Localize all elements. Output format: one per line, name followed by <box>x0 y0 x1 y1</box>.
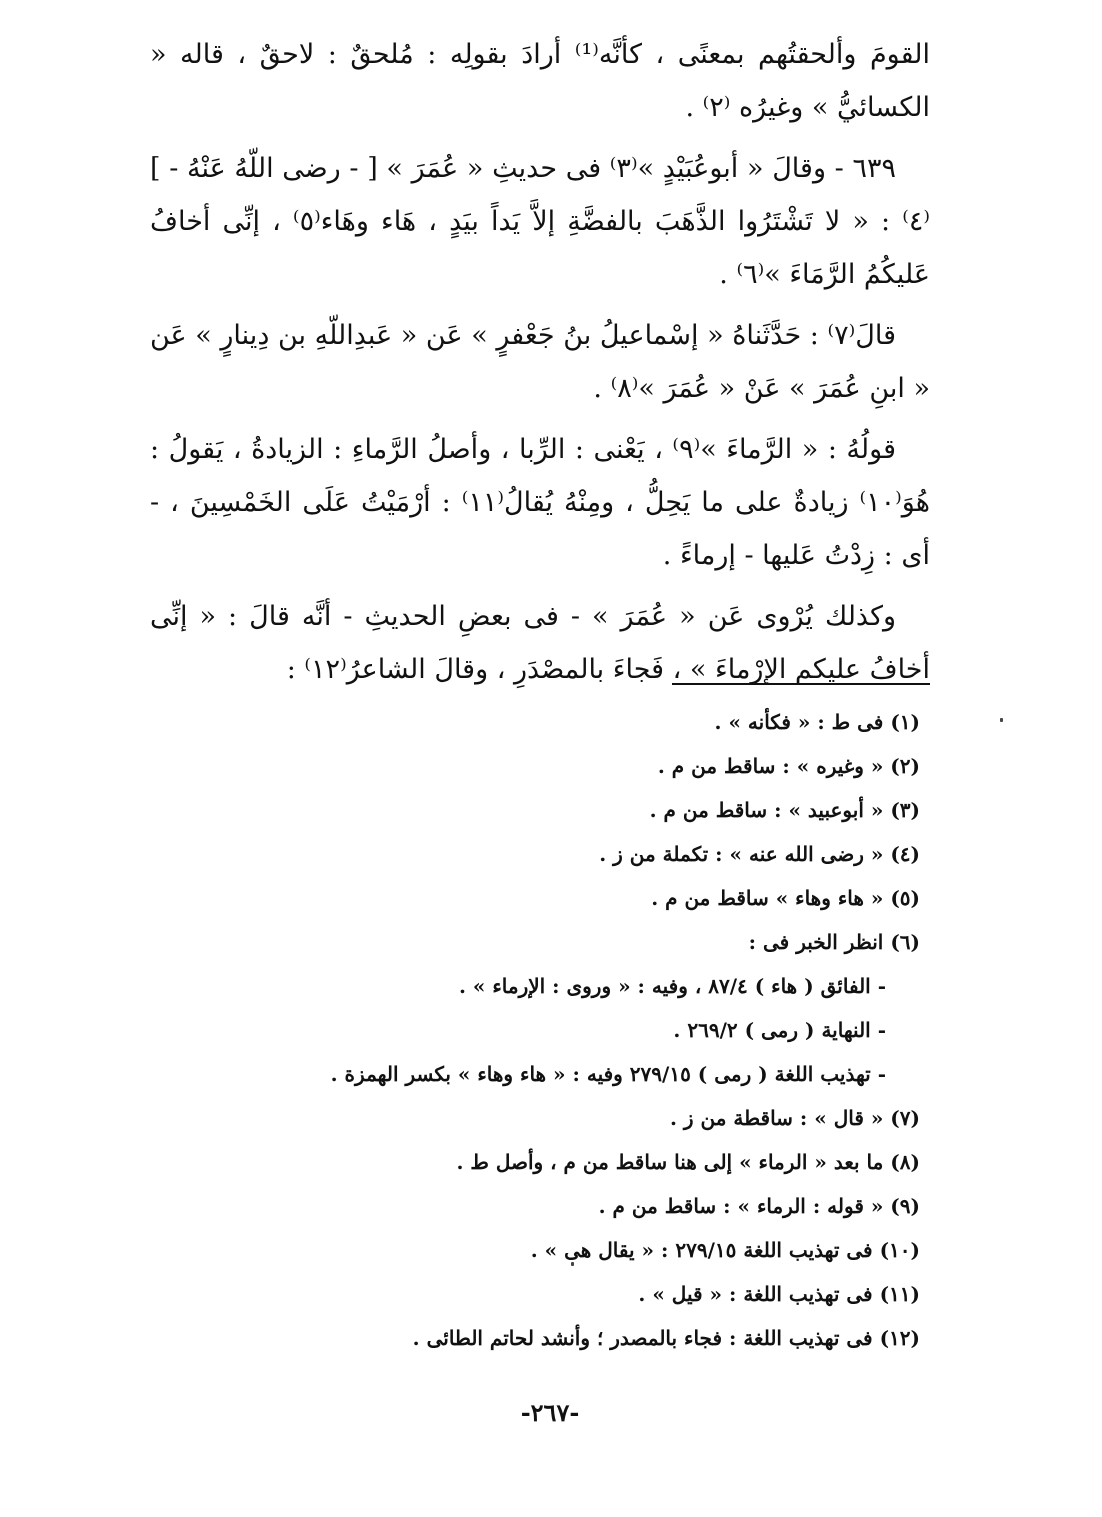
footnote: (٦) انظر الخبر فى : <box>748 930 920 954</box>
footnote: (٤) « رضى الله عنه » : تكملة من ز . <box>599 842 920 866</box>
footnotes <box>150 700 920 1360</box>
footnote: (٨) ما بعد « الرماء » إلى هنا ساقط من م ، وأصل ط . <box>456 1150 920 1174</box>
paragraph: ٦٣٩ - وقالَ « أبوعُبَيْدٍ »⁽٣⁾ فى حديثِ « عُمَرَ » [ - رضى اللّهُ عَنْهُ - ]⁽٤⁾ : « لا تَشْتَرُوا الذَّهَبَ بالفضَّةِ إلاَّ يَداً بيَدٍ ، هَاء وهَاء⁽٥⁾ ، إنِّى أخافُ عَليكُمُ الرَّمَاءَ »⁽٦⁾ . <box>150 153 930 290</box>
footnote: (٣) « أبوعبيد » : ساقط من م . <box>649 798 920 822</box>
main-text <box>150 28 930 704</box>
footnote: (١١) فى تهذيب اللغة : « قيل » . <box>638 1282 920 1306</box>
scan-speck <box>571 1262 574 1266</box>
footnote: (٥) « هاء وهاء » ساقط من م . <box>651 886 920 910</box>
footnote: (١٠) فى تهذيب اللغة ٢٧٩/١٥ : « يقال هى » . <box>530 1238 920 1262</box>
page-number: -٢٦٧- <box>520 1398 580 1427</box>
footnote-divider <box>672 683 930 685</box>
footnote-subitem: - النهاية ( رمى ) ٢٦٩/٢ . <box>673 1018 886 1042</box>
paragraph: قولُهُ : « الرَّماءَ »⁽٩⁾ ، يَعْنى : الرِّبا ، وأصلُ الرَّماءِ : الزيادةُ ، يَقولُ : هُوَ⁽١٠⁾ زيادةٌ على ما يَحِلُّ ، ومِنْهُ يُقالُ⁽١١⁾ : أرْمَيْتُ عَلَى الخَمْسِينَ ، - أى : زِدْتُ عَليها - إرماءً . <box>150 434 930 571</box>
footnote: (٩) « قوله : الرماء » : ساقط من م . <box>598 1194 920 1218</box>
footnote-subitem: - تهذيب اللغة ( رمى ) ٢٧٩/١٥ وفيه : « هاء وهاء » بكسر الهمزة . <box>330 1062 886 1086</box>
footnote: (٧) « قال » : ساقطة من ز . <box>669 1106 920 1130</box>
paragraph: القومَ وألحقتُهم بمعنًى ، كأنَّه⁽¹⁾ أرادَ بقولِه : مُلحقٌ : لاحقٌ ، قاله « الكسائيُّ » وغيرُه ⁽٢⁾ . <box>150 39 930 123</box>
footnote: (٢) « وغيره » : ساقط من م . <box>657 754 920 778</box>
footnote: (١) فى ط : « فكأنه » . <box>714 710 920 734</box>
footnote: (١٢) فى تهذيب اللغة : فجاء بالمصدر ؛ وأنشد لحاتم الطائى . <box>412 1326 920 1350</box>
paragraph: قالَ⁽٧⁾ : حَدَّثَناهُ « إسْماعيلُ بنُ جَعْفرٍ » عَن « عَبدِاللّهِ بن دِينارٍ » عَن « ابنِ عُمَرَ » عَنْ « عُمَرَ »⁽٨⁾ . <box>150 320 930 404</box>
paragraph: وكذلك يُرْوى عَن « عُمَرَ » - فى بعضِ الحديثِ - أنَّه قالَ : « إنِّى أخافُ عليكم الإرْماءَ » ، فَجاءَ بالمصْدَرِ ، وقالَ الشاعرُ⁽١٢⁾ : <box>150 601 930 685</box>
footnote-subitem: - الفائق ( هاء ) ٨٧/٤ ، وفيه : « وروى : الإرماء » . <box>458 974 886 998</box>
scan-speck <box>1000 718 1003 722</box>
